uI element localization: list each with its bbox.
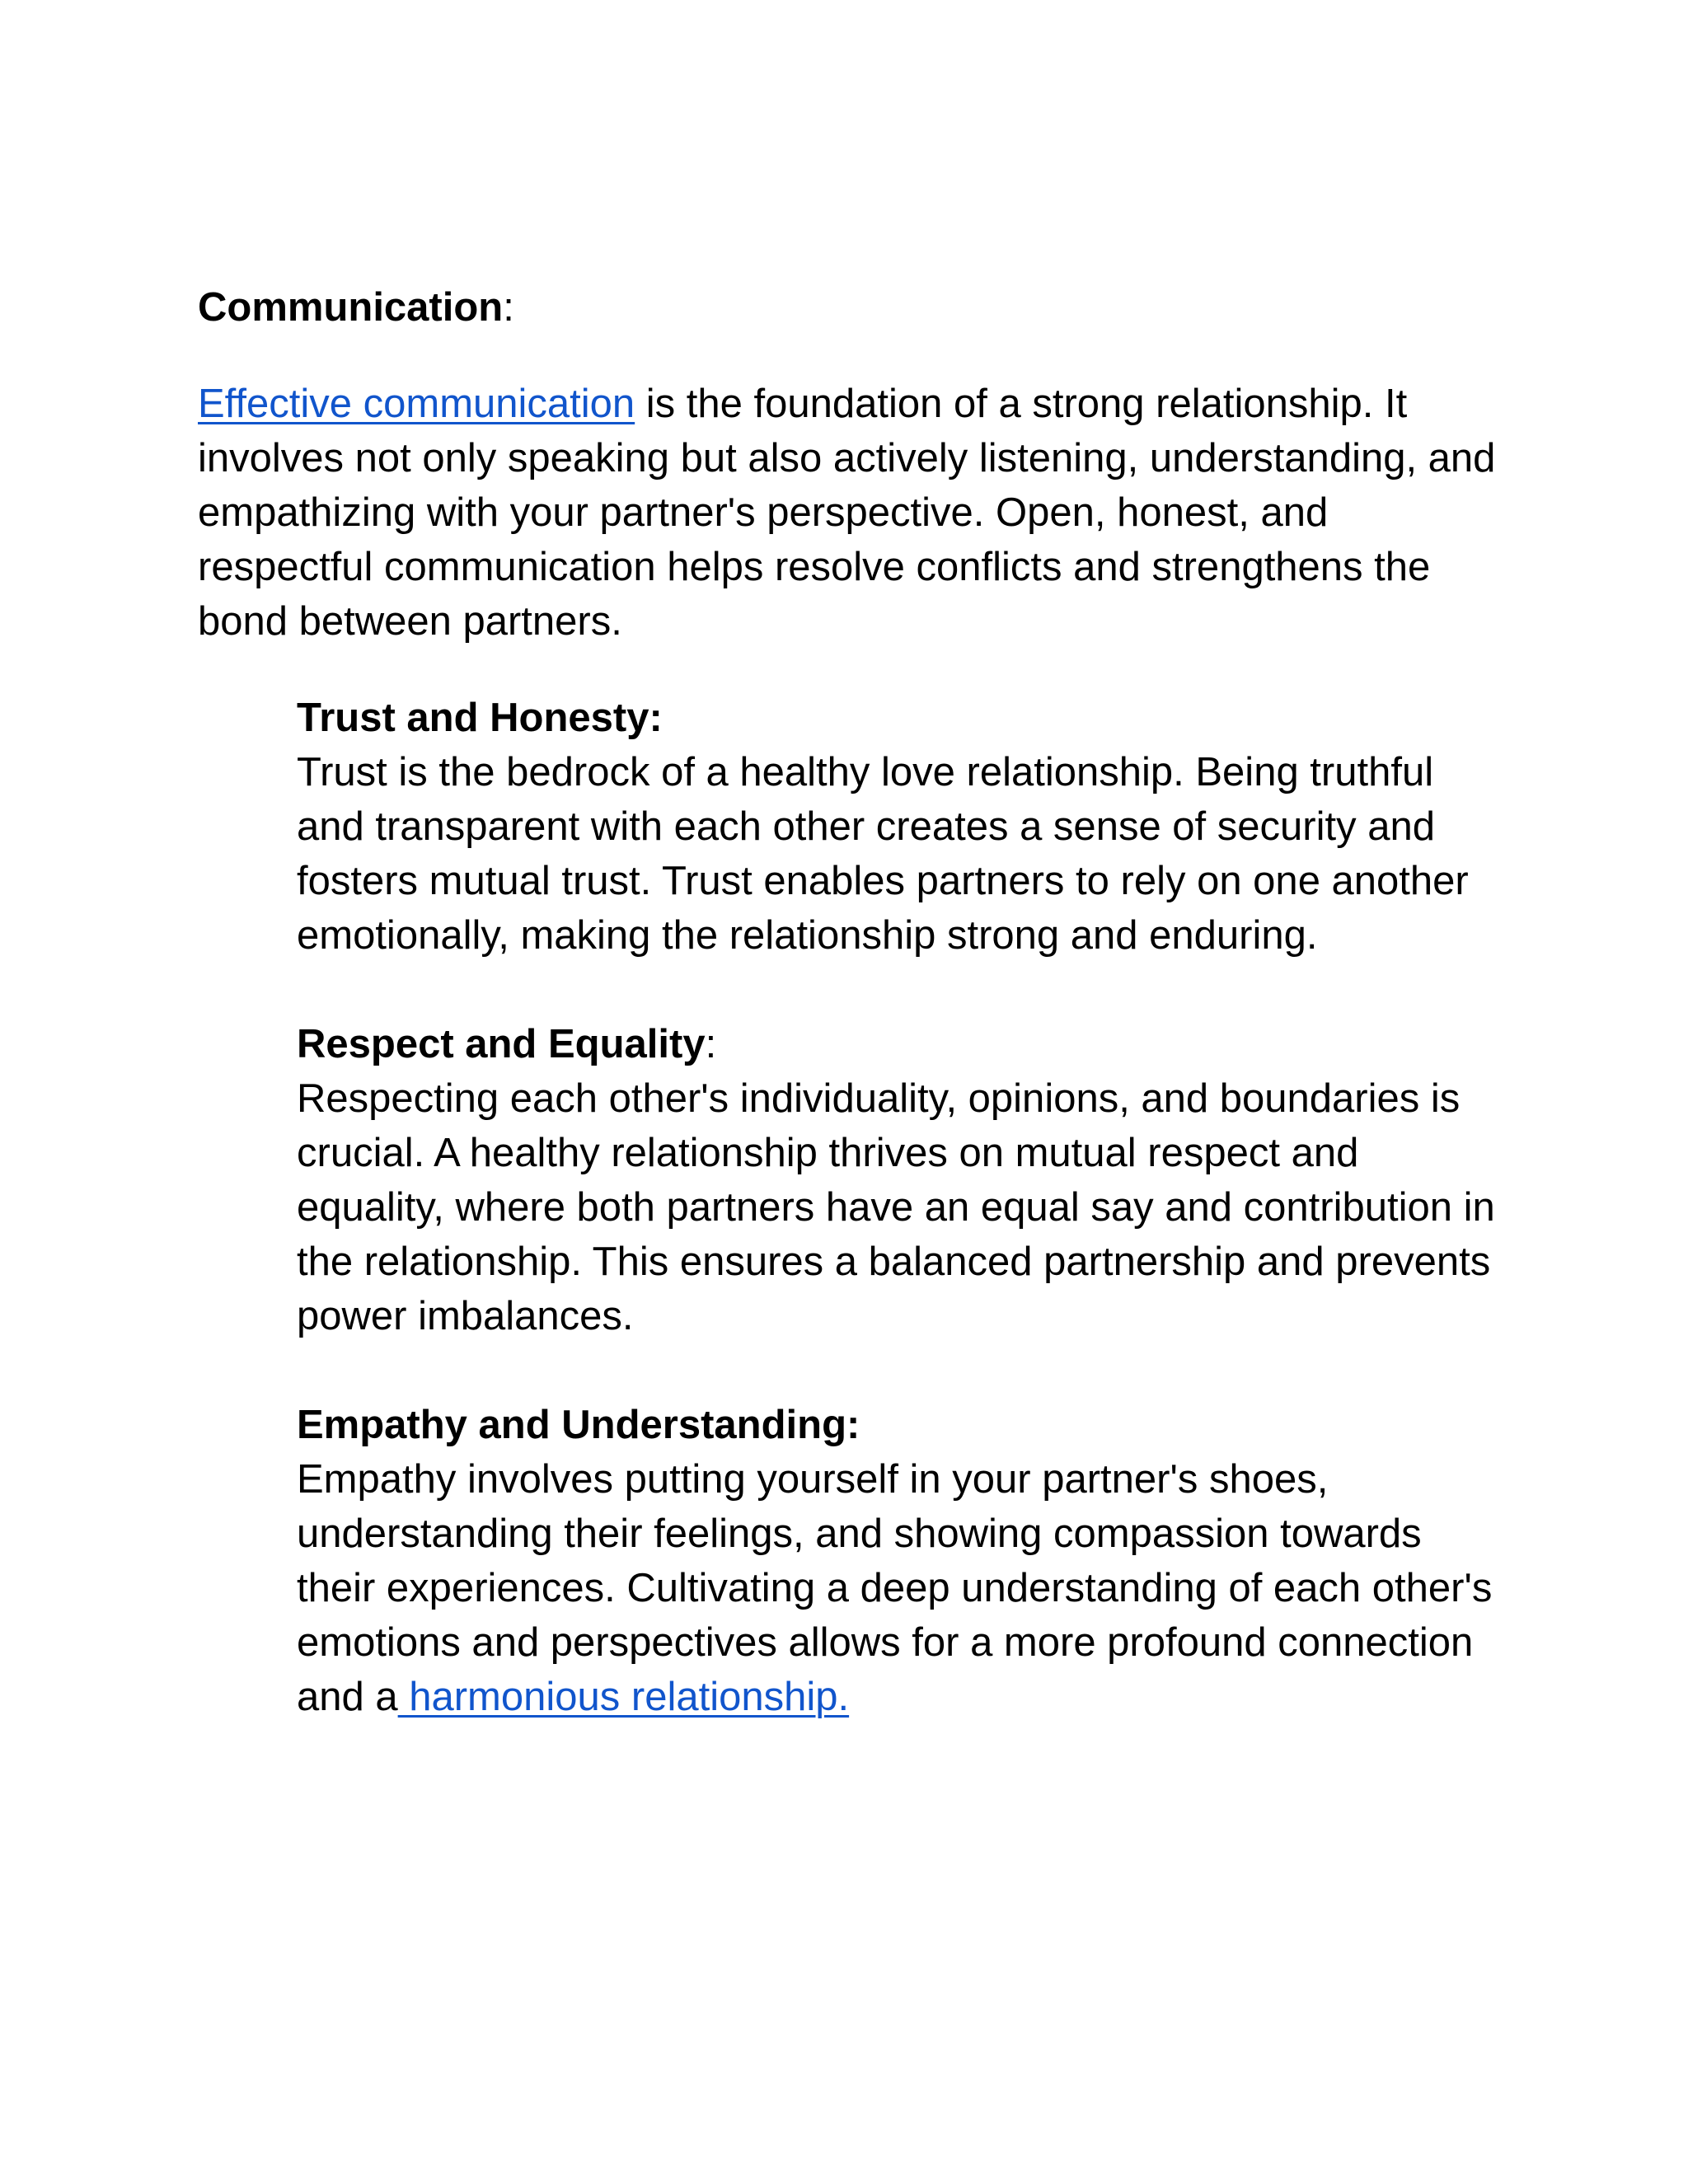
trust-body: Trust is the bedrock of a healthy love relationship. Being truthful and transparent with each other creates a sense of security and fosters mutual trust. Trust enables partners to rely on one another emotionally, making the relationship strong and enduring. (297, 750, 1469, 958)
empathy-heading-text: Empathy and Understanding: (297, 1403, 860, 1447)
empathy-section (297, 1398, 1500, 1724)
communication-heading (198, 280, 1500, 335)
respect-heading-text: Respect and Equality (297, 1022, 706, 1066)
effective-communication-link[interactable]: Effective communication (198, 382, 635, 426)
communication-heading-text: Communication (198, 285, 504, 330)
empathy-paragraph (297, 1452, 1500, 1724)
communication-paragraph (198, 377, 1500, 649)
harmonious-relationship-link[interactable]: harmonious relationship. (397, 1675, 850, 1719)
trust-heading (297, 691, 1500, 745)
empathy-heading (297, 1398, 1500, 1452)
empathy-body: Empathy involves putting yourself in your partner's shoes, understanding their feelings, and showing compassion towards their experiences. Cultivating a deep understanding of each other's emotions and perspectives allows for a more profound connection and a (297, 1457, 1493, 1719)
respect-body: Respecting each other's individuality, opinions, and boundaries is crucial. A healthy relationship thrives on mutual respect and equality, where both partners have an equal say and contribution in the relationship. This ensures a balanced partnership and prevents power imbalances. (297, 1076, 1495, 1338)
trust-heading-text: Trust and Honesty: (297, 696, 663, 740)
communication-heading-colon: : (503, 285, 514, 330)
respect-heading (297, 1017, 1500, 1071)
respect-heading-colon: : (705, 1022, 717, 1066)
communication-body: is the foundation of a strong relationship. It involves not only speaking but also actively listening, understanding, and empathizing with your partner's perspective. Open, honest, and respectful communication helps resolve conflicts and strengthens the bond between partners. (198, 382, 1496, 644)
document-content (198, 280, 1500, 1724)
trust-section (297, 691, 1500, 963)
respect-section (297, 1017, 1500, 1343)
